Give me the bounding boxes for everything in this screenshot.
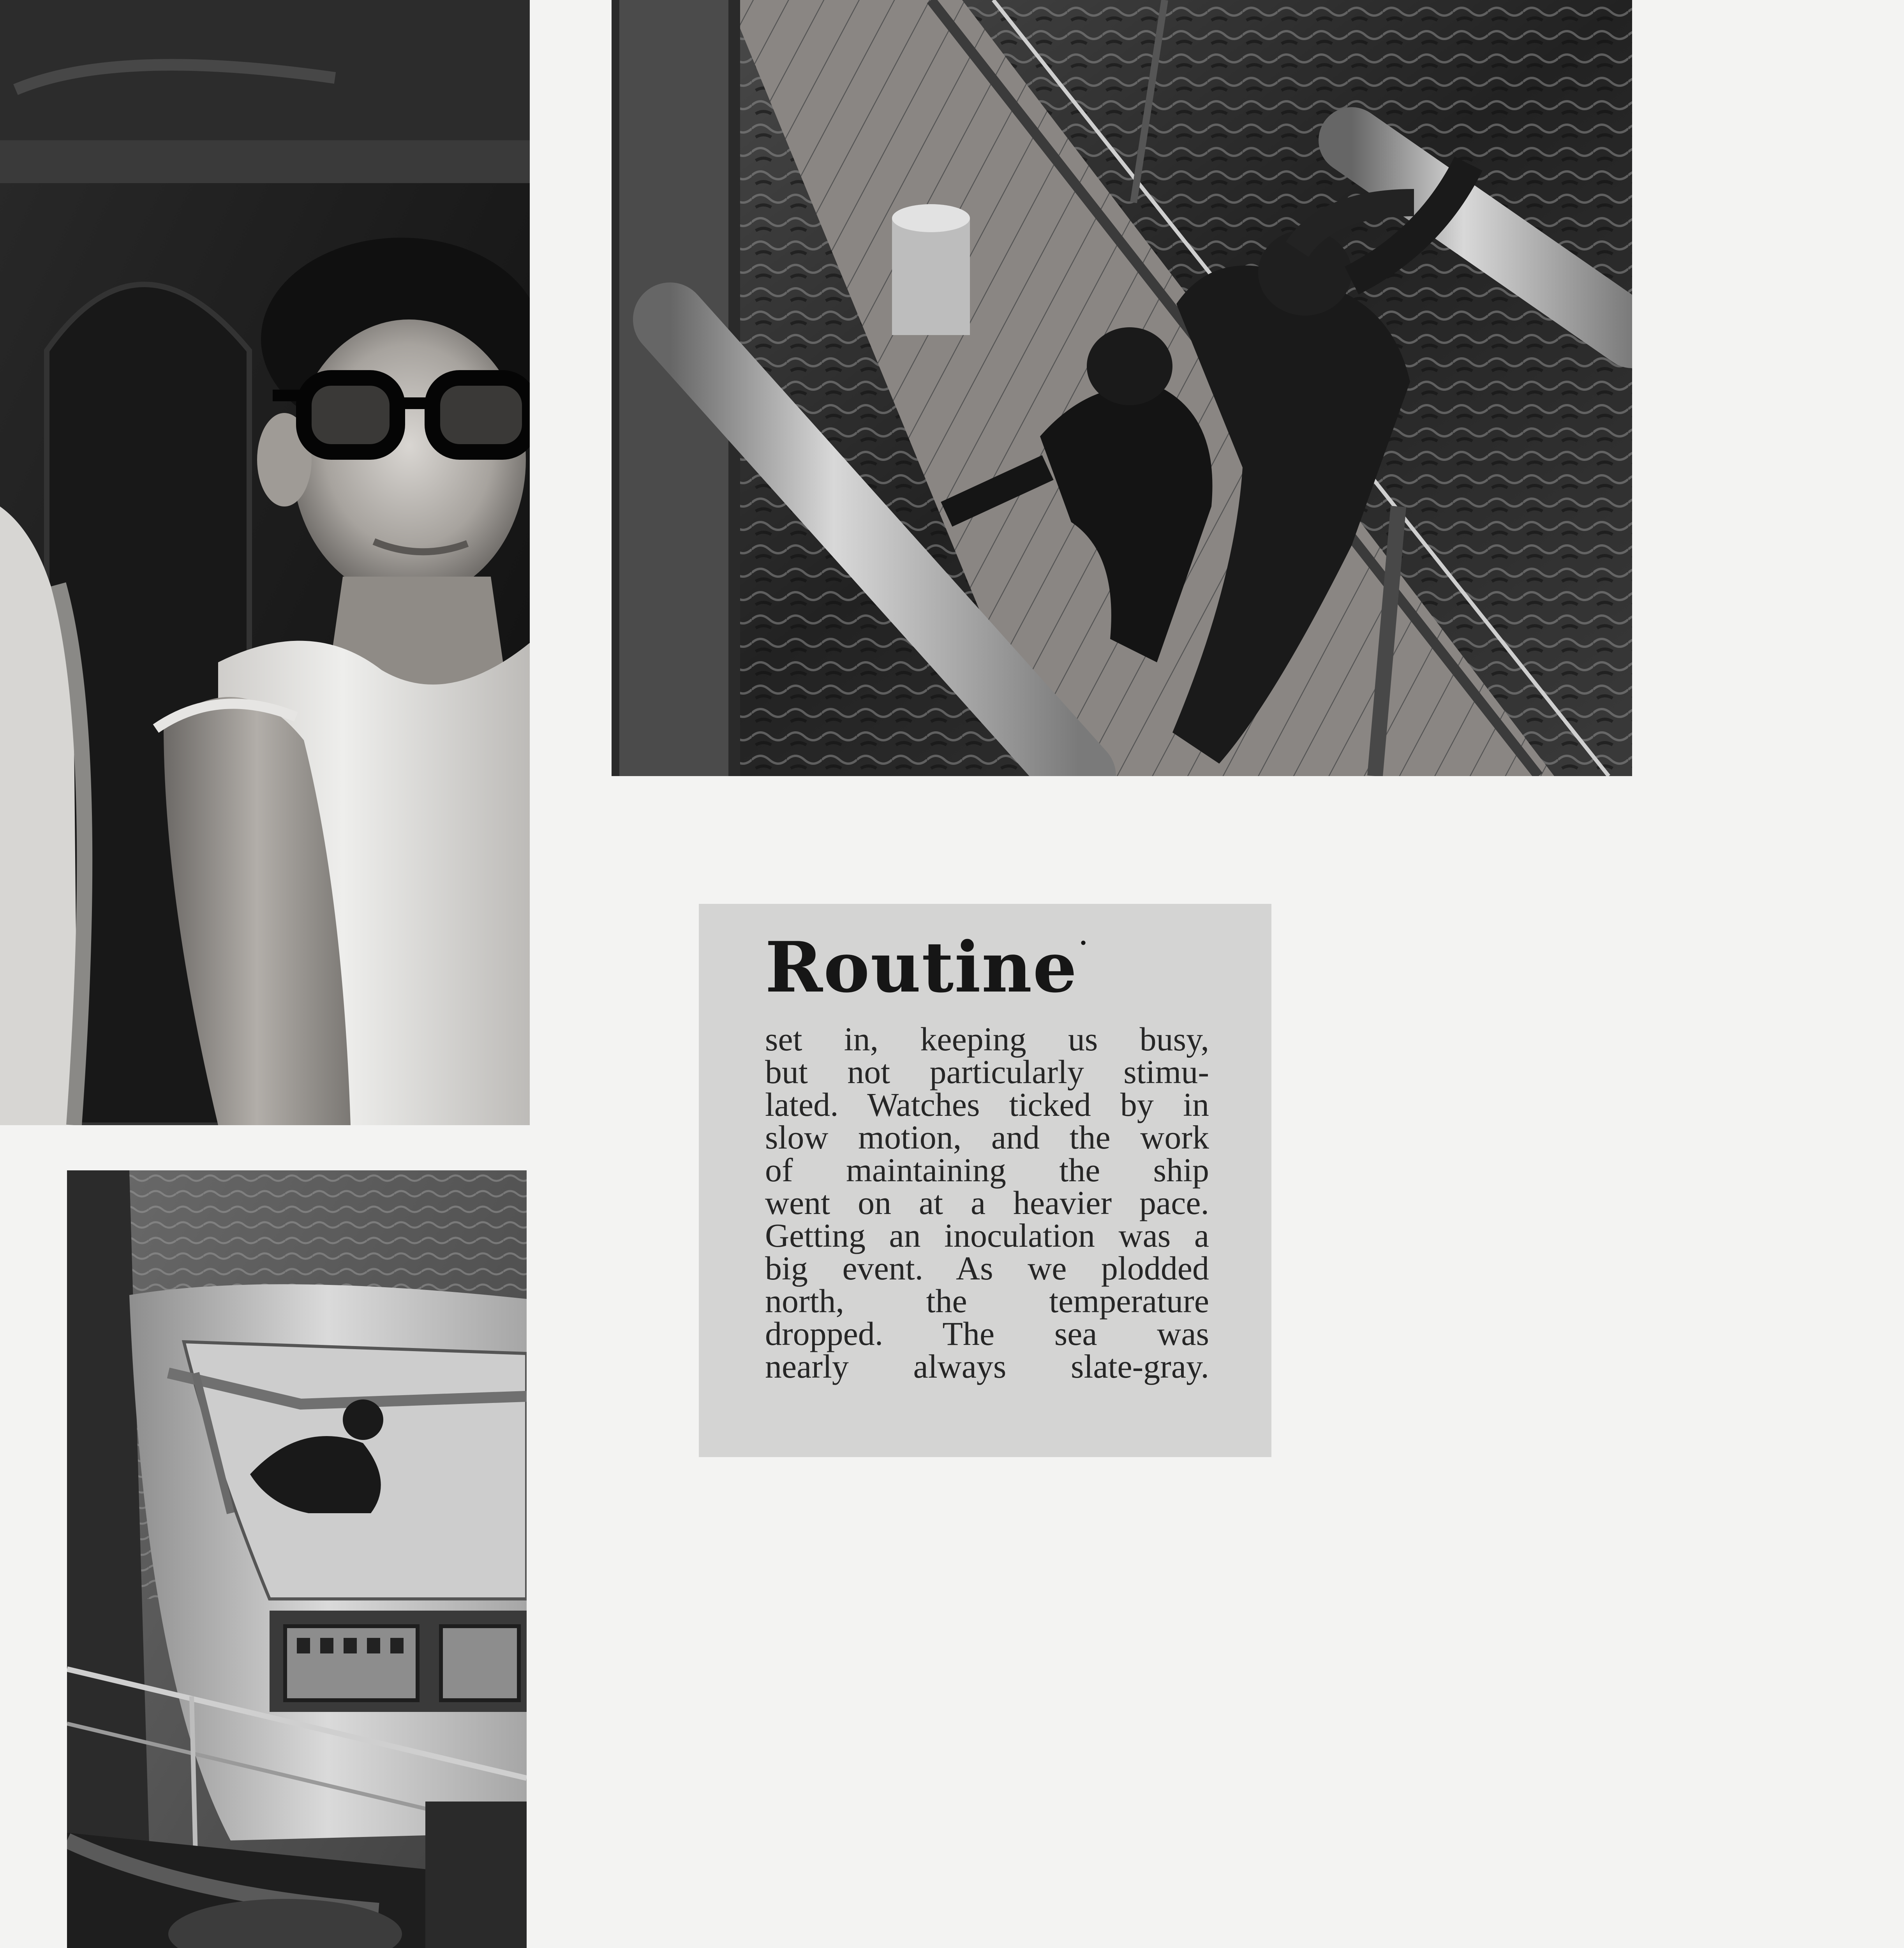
caption-line: north, the temperature — [765, 1282, 1209, 1320]
photo-sailor-portrait — [0, 0, 530, 1125]
caption-title: Routine · — [765, 931, 1209, 1004]
caption-box — [699, 904, 1271, 1457]
caption-line: set in, keeping us busy, — [765, 1020, 1209, 1058]
caption-line: Getting an inoculation was a — [765, 1216, 1209, 1254]
photo-sailors-on-deck — [612, 0, 1632, 776]
caption-line: lated. Watches ticked by in — [765, 1085, 1209, 1123]
caption-line: nearly always slate-gray. — [765, 1347, 1209, 1385]
photo-boat-maintenance — [67, 1170, 527, 1948]
caption-line: slow motion, and the work — [765, 1118, 1209, 1156]
caption-body — [765, 1020, 1209, 1385]
caption-line: went on at a heavier pace. — [765, 1184, 1209, 1221]
caption-line: big event. As we plodded — [765, 1249, 1209, 1287]
caption-line: but not particularly stimu- — [765, 1053, 1209, 1090]
caption-line: of maintaining the ship — [765, 1151, 1209, 1189]
caption-line: dropped. The sea was — [765, 1315, 1209, 1352]
